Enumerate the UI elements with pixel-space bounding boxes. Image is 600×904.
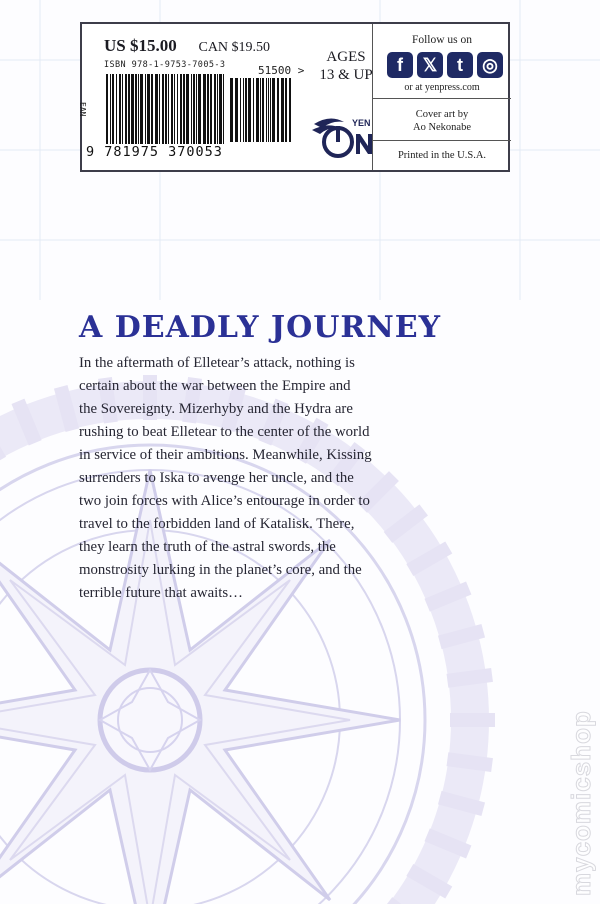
price-can: CAN $19.50 (198, 40, 271, 55)
blurb-line: two join forces with Alice’s entourage in order to (79, 493, 370, 509)
barcode-bar (270, 78, 271, 142)
emblem-ray (447, 759, 492, 765)
barcode-bar (168, 74, 169, 144)
ean-label: EAN (78, 102, 87, 117)
barcode-bar (131, 74, 134, 144)
blurb (79, 352, 509, 605)
barcode-bar (256, 78, 259, 142)
barcode-bar (162, 74, 164, 144)
addon-code (258, 64, 304, 77)
social-column (372, 24, 511, 170)
barcode-bar (285, 78, 287, 142)
age-rating-value: 13 & UP (319, 67, 373, 83)
blurb-line: they learn the truth of the astral swords, the (79, 539, 336, 555)
blurb-line: terrible future that awaits… (79, 585, 243, 601)
barcode-bar (243, 78, 244, 142)
barcode-bar (235, 78, 238, 142)
barcode-bar (106, 74, 108, 144)
barcode-bar (272, 78, 275, 142)
barcode-bar (116, 74, 117, 144)
barcode-bar (174, 74, 175, 144)
facebook-icon: f (387, 52, 413, 78)
barcode-bar (196, 74, 197, 144)
barcode-bar (128, 74, 130, 144)
barcode-bar (253, 78, 254, 142)
barcode-bar (281, 78, 284, 142)
barcode-bar (266, 78, 267, 142)
website-text: or at yenpress.com (404, 82, 480, 93)
x-icon: 𝕏 (417, 52, 443, 78)
barcode-bar (277, 78, 279, 142)
social-section (373, 24, 511, 99)
barcode-bar (165, 74, 167, 144)
barcode-bar (140, 74, 143, 144)
cover-art-label: Cover art by (415, 109, 469, 120)
social-icons (387, 52, 503, 78)
blurb-line: the Sovereignty. Mizerhyby and the Hydra are (79, 401, 353, 417)
barcode-bar (110, 74, 111, 144)
barcode-bar (119, 74, 121, 144)
barcode-bar (268, 78, 269, 142)
barcode-bar (210, 74, 212, 144)
price-row (104, 36, 270, 56)
tumblr-icon: t (447, 52, 473, 78)
age-rating-label: AGES (326, 49, 366, 65)
barcode-bar (186, 74, 189, 144)
barcode-bar (262, 78, 264, 142)
headline: A DEADLY JOURNEY (79, 310, 442, 345)
barcode-bar (135, 74, 137, 144)
barcode-bar (248, 78, 251, 142)
price-barcode (230, 78, 292, 142)
barcode-bar (177, 74, 178, 144)
barcode-bar (112, 74, 114, 144)
barcode-bar (193, 74, 195, 144)
barcode-bar (198, 74, 201, 144)
ean-number: 9 781975 370053 (86, 144, 223, 160)
barcode-bar (203, 74, 206, 144)
isbn-barcode (106, 74, 226, 144)
barcode-bar (151, 74, 153, 144)
printed-in: Printed in the U.S.A. (397, 150, 487, 161)
instagram-icon: ◎ (477, 52, 503, 78)
cover-artist: Ao Nekonabe (412, 122, 472, 133)
barcode-bar (145, 74, 146, 144)
yen-logo-text: YEN (352, 118, 371, 128)
age-rating (318, 48, 374, 84)
isbn-text: ISBN 978-1-9753-7005-3 (104, 60, 226, 70)
addon-number: 51500 (258, 64, 292, 77)
blurb-line: travel to the forbidden land of Katalisk. There, (79, 516, 355, 532)
barcode-bar (230, 78, 233, 142)
emblem-ray (447, 675, 492, 681)
blurb-line: surrenders to Iska to avenge her uncle, and the (79, 470, 354, 486)
barcode-bar (138, 74, 139, 144)
blurb-line: In the aftermath of Elletear’s attack, nothing is (79, 355, 355, 371)
barcode-bar (155, 74, 158, 144)
barcode-bar (147, 74, 150, 144)
barcode-bar (122, 74, 123, 144)
blurb-line: certain about the war between the Empire and (79, 378, 351, 394)
cover-art-credit (373, 108, 511, 134)
barcode-bar (183, 74, 185, 144)
barcode-bar (219, 74, 222, 144)
blurb-line: rushing to beat Elletear to the center of the world (79, 424, 370, 440)
barcode-bar (171, 74, 173, 144)
watermark: mycomicshop (566, 710, 596, 896)
barcode-bar (125, 74, 127, 144)
barcode-bar (180, 74, 182, 144)
barcode-bar (240, 78, 241, 142)
blurb-line: monstrosity lurking in the planet’s core, and the (79, 562, 362, 578)
barcode-bar (159, 74, 160, 144)
blurb-line: in service of their ambitions. Meanwhile, Kissing (79, 447, 372, 463)
addon-marker: > (297, 64, 305, 77)
barcode-bar (223, 74, 224, 144)
barcode-bar (245, 78, 247, 142)
barcode-bar (217, 74, 218, 144)
price-us: US $15.00 (104, 36, 177, 55)
barcode-info-box (80, 22, 510, 172)
barcode-bar (260, 78, 261, 142)
barcode-bar (214, 74, 216, 144)
follow-label: Follow us on (411, 34, 473, 46)
barcode-bar (289, 78, 291, 142)
barcode-bar (191, 74, 192, 144)
barcode-bar (207, 74, 209, 144)
divider (373, 140, 511, 141)
